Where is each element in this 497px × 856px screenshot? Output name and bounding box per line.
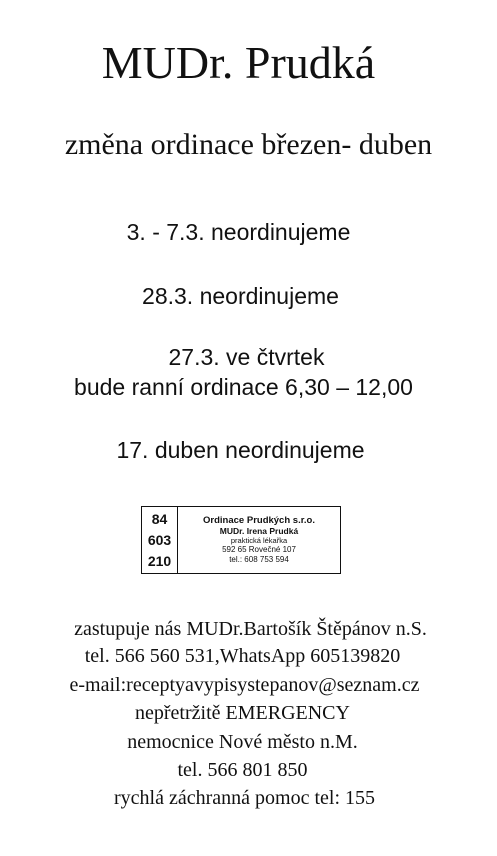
notice-line: 17. duben neordinujeme — [116, 437, 365, 463]
stamp-phone: tel.: 608 753 594 — [229, 554, 289, 564]
contact-email: e-mail:receptyavypisystepanov@seznam.cz — [69, 674, 420, 696]
notice-line: 3. - 7.3. neordinujeme — [126, 219, 351, 245]
notice-line: 28.3. neordinujeme — [142, 283, 339, 309]
doctor-name-title: MUDr. Prudká — [101, 37, 376, 88]
stamp-info — [178, 507, 340, 573]
stamp-role: praktická lékařka — [230, 535, 288, 545]
stamp-doctor: MUDr. Irena Prudká — [219, 526, 299, 537]
contact-line: tel. 566 560 531,WhatsApp 605139820 — [84, 645, 401, 667]
contact-line: nepřetržitě EMERGENCY — [135, 702, 350, 724]
contact-line: zastupuje nás MUDr.Bartošík Štěpánov n.S. — [74, 618, 427, 640]
stamp-code: 210 — [147, 553, 172, 570]
stamp-code: 84 — [151, 510, 168, 527]
stamp-company: Ordinace Prudkých s.r.o. — [203, 515, 315, 527]
contact-line: tel. 566 801 850 — [177, 759, 308, 781]
notice-line: bude ranní ordinace 6,30 – 12,00 — [74, 374, 413, 400]
stamp-code-column — [142, 507, 178, 573]
contact-line: rychlá záchranná pomoc tel: 155 — [114, 787, 375, 809]
stamp-code: 603 — [147, 531, 172, 548]
contact-line: nemocnice Nové město n.M. — [127, 731, 358, 753]
notice-line: 27.3. ve čtvrtek — [168, 344, 325, 370]
schedule-change-subtitle: změna ordinace březen- duben — [64, 128, 433, 161]
clinic-stamp — [141, 506, 341, 574]
stamp-address: 592 65 Rovečné 107 — [222, 545, 296, 555]
